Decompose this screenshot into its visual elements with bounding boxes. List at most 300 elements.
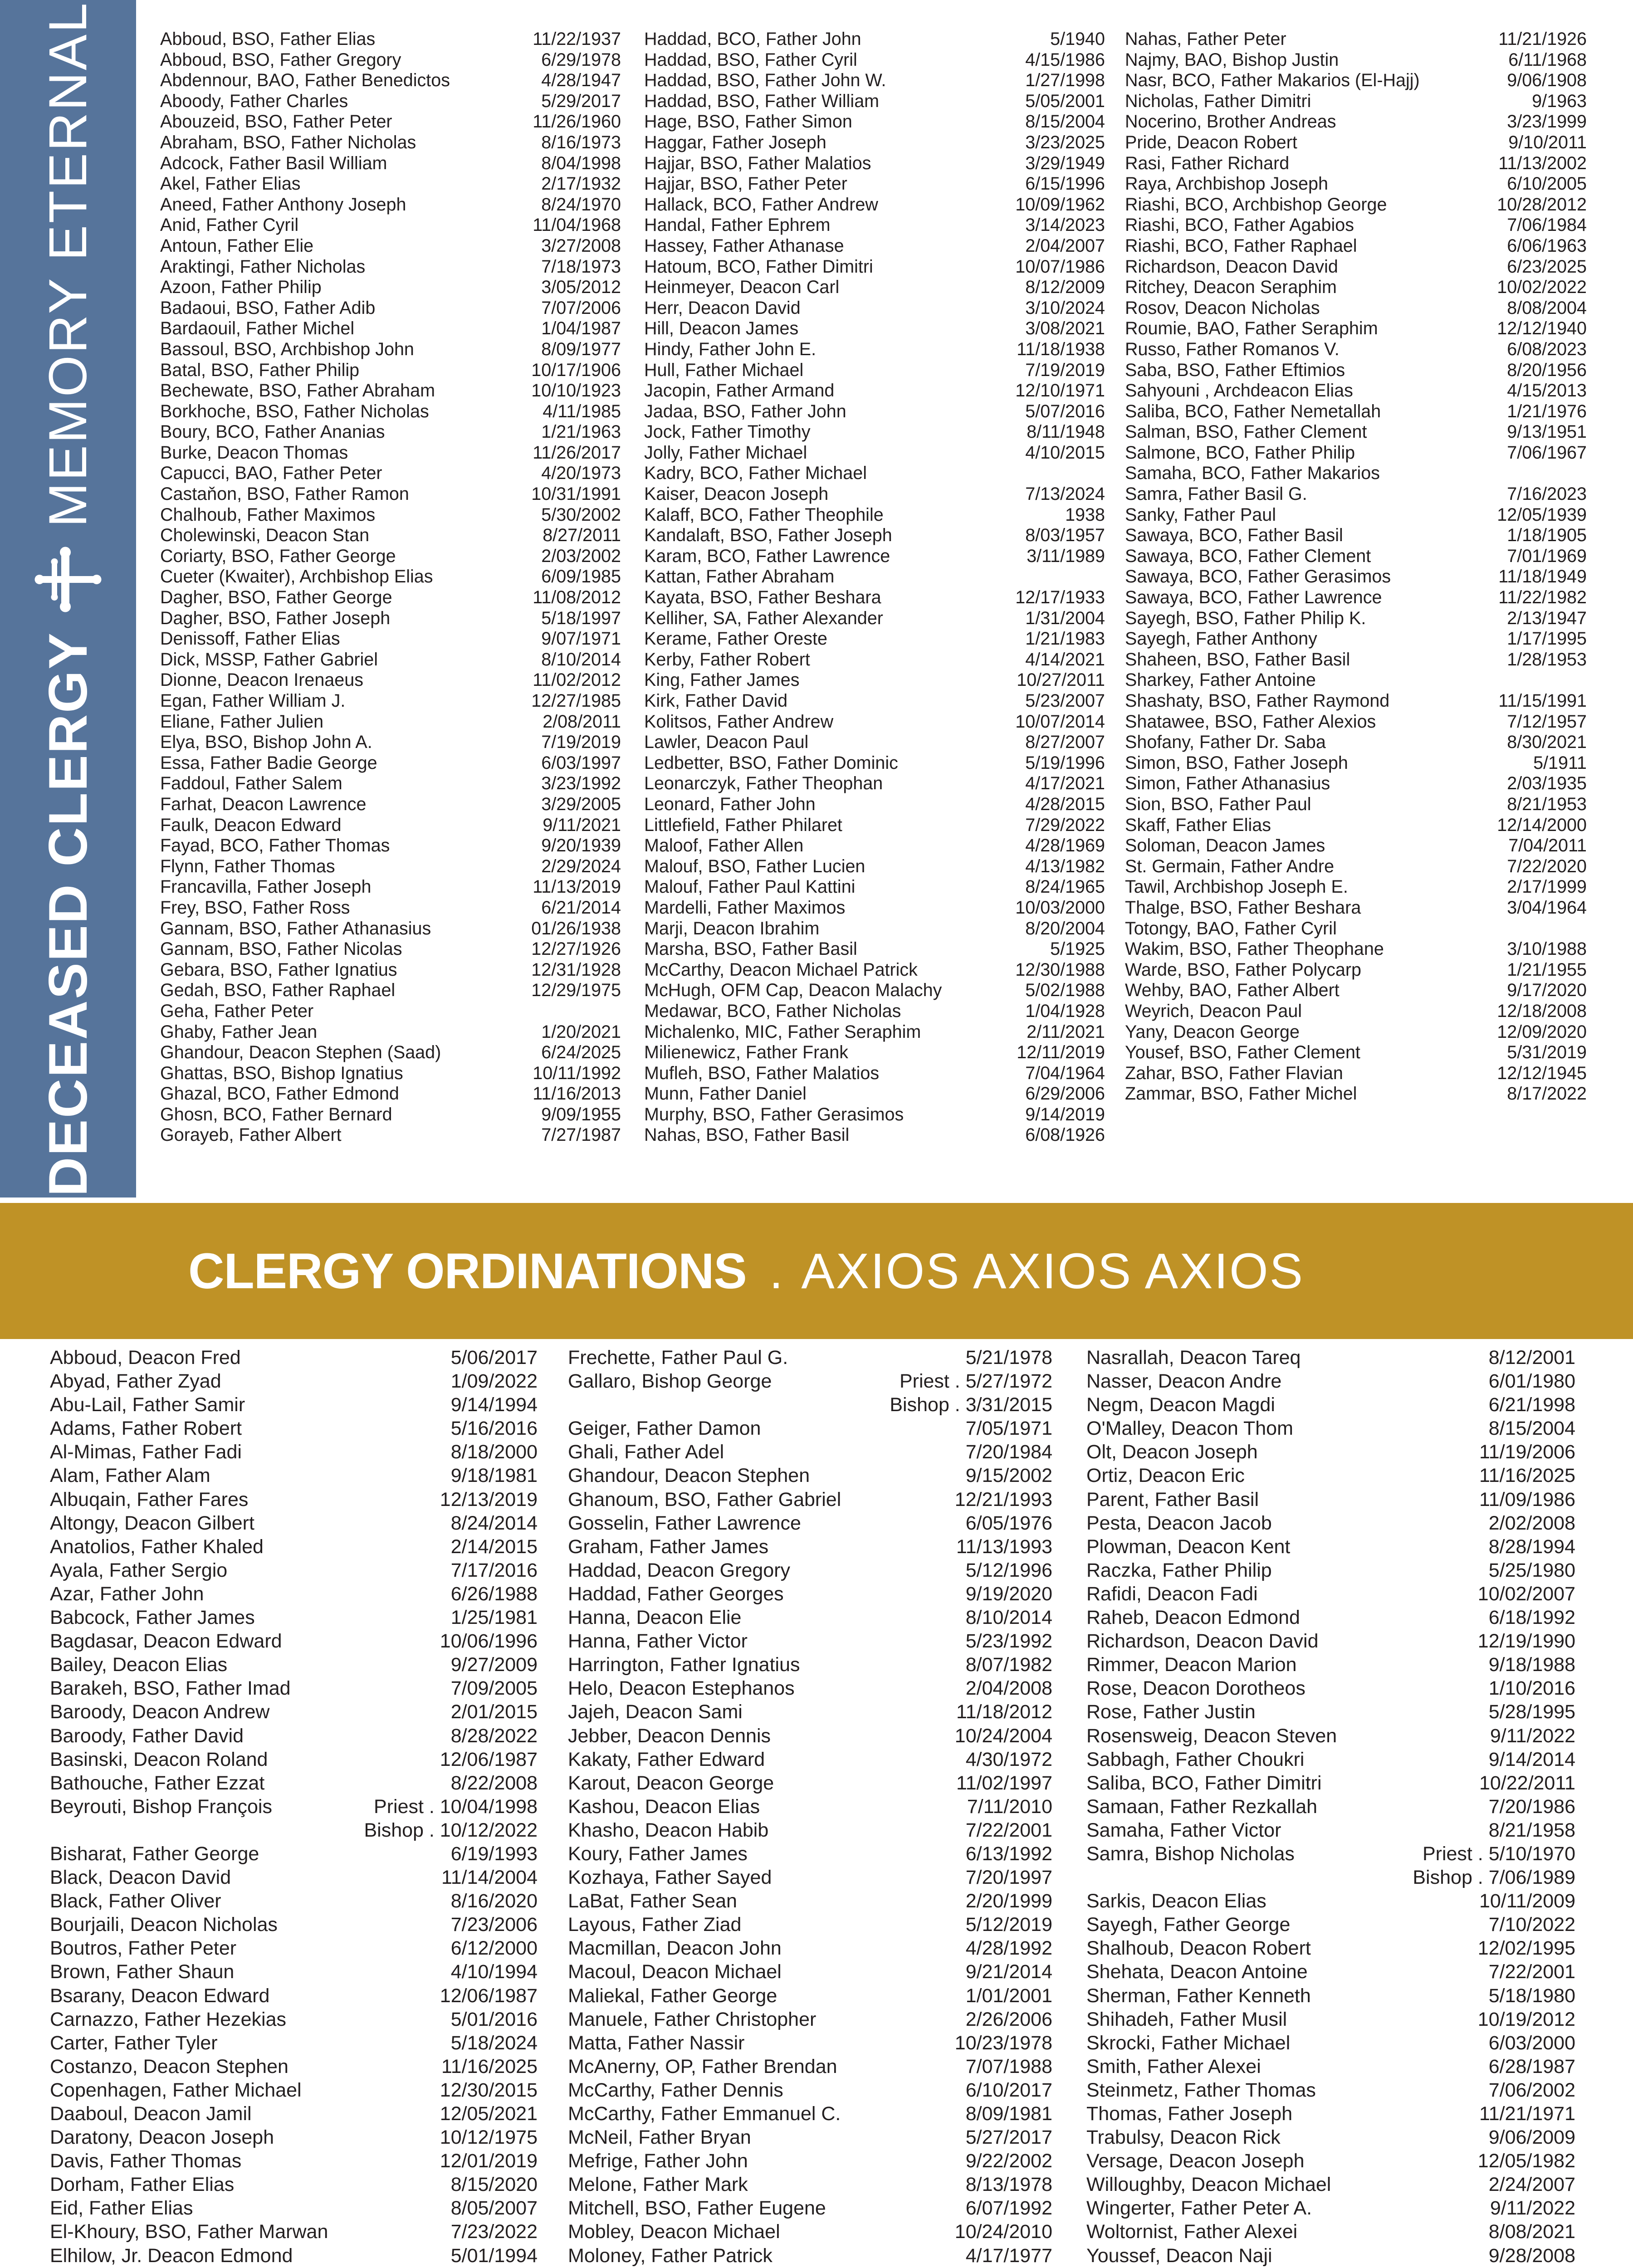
- clergy-name: Riashi, BCO, Archbishop George: [1125, 194, 1387, 215]
- clergy-name: Antoun, Father Elie: [160, 235, 314, 256]
- list-item: [1125, 587, 1587, 608]
- clergy-name: Gebara, BSO, Father Ignatius: [160, 959, 397, 980]
- clergy-name: Haddad, BSO, Father Cyril: [644, 49, 857, 70]
- list-item: [1086, 2173, 1575, 2196]
- clergy-date: 7/22/2001: [965, 1819, 1052, 1841]
- list-item: [1125, 939, 1587, 960]
- clergy-date: 9/15/2002: [965, 1465, 1052, 1487]
- clergy-date: 11/09/1986: [1479, 1488, 1575, 1510]
- list-item: [1125, 277, 1587, 298]
- list-item: [160, 629, 621, 650]
- clergy-date: 5/05/2001: [1025, 91, 1105, 111]
- clergy-date: 8/16/2020: [450, 1890, 538, 1912]
- list-item: [1086, 1440, 1575, 1464]
- list-item: [1086, 1629, 1575, 1653]
- clergy-date: 8/04/1998: [541, 153, 621, 173]
- clergy-date: 3/04/1964: [1507, 897, 1587, 918]
- clergy-name: Raheb, Deacon Edmond: [1086, 1607, 1300, 1629]
- list-item: [160, 112, 621, 132]
- list-item: [160, 836, 621, 856]
- list-item: [1086, 1866, 1575, 1889]
- sidebar-title: [34, 1, 102, 1197]
- clergy-date: 9/13/1951: [1507, 422, 1587, 442]
- clergy-date: 10/11/2009: [1479, 1890, 1575, 1912]
- clergy-name: Barakeh, BSO, Father Imad: [50, 1677, 291, 1700]
- clergy-name: Negm, Deacon Magdi: [1086, 1394, 1275, 1416]
- clergy-date: 10/07/1986: [1015, 256, 1105, 277]
- clergy-name: Medawar, BCO, Father Nicholas: [644, 1001, 901, 1021]
- clergy-date: 9/11/2021: [543, 815, 621, 835]
- banner-subtitle: AXIOS AXIOS AXIOS: [801, 1243, 1305, 1299]
- clergy-date: 10/19/2012: [1477, 2008, 1575, 2030]
- list-item: [50, 1606, 538, 1629]
- list-item: [160, 484, 621, 505]
- clergy-date: 11/26/2017: [533, 442, 621, 463]
- clergy-name: Karam, BCO, Father Lawrence: [644, 546, 890, 566]
- clergy-date: 10/24/2004: [954, 1725, 1052, 1747]
- clergy-date: 4/15/2013: [1507, 381, 1587, 401]
- clergy-date: 12/21/1993: [954, 1488, 1052, 1510]
- clergy-date: 6/12/2000: [450, 1937, 538, 1960]
- clergy-date: 7/13/2024: [1025, 484, 1105, 504]
- clergy-date: 7/07/2006: [541, 298, 621, 318]
- list-item: [160, 1001, 621, 1022]
- list-item: [1086, 2196, 1575, 2220]
- clergy-name: Mobley, Deacon Michael: [568, 2221, 780, 2243]
- clergy-name: Steinmetz, Father Thomas: [1086, 2079, 1316, 2101]
- list-item: [644, 1001, 1105, 1022]
- clergy-name: Herr, Deacon David: [644, 298, 801, 318]
- clergy-date: 6/13/1992: [965, 1843, 1052, 1865]
- clergy-date: 8/28/1994: [1488, 1535, 1575, 1558]
- clergy-date: 9/21/2014: [965, 1961, 1052, 1983]
- clergy-name: Hatoum, BCO, Father Dimitri: [644, 256, 873, 277]
- clergy-name: Rimmer, Deacon Marion: [1086, 1654, 1297, 1676]
- clergy-name: Olt, Deacon Joseph: [1086, 1441, 1258, 1463]
- list-item: [1125, 422, 1587, 443]
- list-item: [160, 815, 621, 836]
- list-item: [644, 712, 1105, 733]
- list-item: [644, 1105, 1105, 1125]
- clergy-name: Black, Deacon David: [50, 1867, 231, 1889]
- clergy-date: 7/11/2010: [967, 1795, 1052, 1818]
- clergy-name: Kirk, Father David: [644, 691, 788, 711]
- clergy-name: Melone, Father Mark: [568, 2174, 748, 2196]
- list-item: [644, 898, 1105, 919]
- clergy-name: Ghandour, Deacon Stephen: [568, 1465, 810, 1487]
- clergy-name: Shatawee, BSO, Father Alexios: [1125, 711, 1376, 732]
- clergy-date: 4/11/1985: [543, 401, 621, 421]
- clergy-date: 4/17/1977: [965, 2244, 1052, 2267]
- clergy-name: Hill, Deacon James: [644, 318, 799, 339]
- list-item: [1086, 1535, 1575, 1559]
- clergy-date: 9/06/2009: [1488, 2126, 1575, 2149]
- clergy-date: 5/1911: [1533, 753, 1587, 773]
- list-item: [644, 132, 1105, 153]
- clergy-date: 10/24/2010: [954, 2221, 1052, 2243]
- clergy-date: 7/18/1973: [541, 256, 621, 277]
- clergy-name: Kattan, Father Abraham: [644, 567, 835, 587]
- clergy-date: 3/27/2008: [541, 235, 621, 256]
- list-item: [568, 1700, 1052, 1724]
- list-item: [50, 1748, 538, 1771]
- sidebar-panel: [0, 0, 136, 1198]
- clergy-date: 6/19/1993: [450, 1843, 538, 1865]
- clergy-date: 10/09/1962: [1015, 194, 1105, 215]
- list-item: [50, 2102, 538, 2126]
- list-item: [568, 2244, 1052, 2268]
- clergy-name: Sabbagh, Father Choukri: [1086, 1748, 1305, 1770]
- clergy-date: 3/29/2005: [541, 794, 621, 814]
- clergy-date: 7/12/1957: [1507, 711, 1587, 732]
- clergy-date: 7/05/1971: [965, 1418, 1052, 1440]
- clergy-date: 1/18/1905: [1507, 525, 1587, 546]
- list-item: [160, 1105, 621, 1125]
- clergy-name: Frey, BSO, Father Ross: [160, 897, 350, 918]
- clergy-name: Salman, BSO, Father Clement: [1125, 422, 1367, 442]
- clergy-name: Essa, Father Badie George: [160, 753, 377, 773]
- clergy-date: 12/29/1975: [531, 980, 621, 1001]
- clergy-name: Skaff, Father Elias: [1125, 815, 1271, 835]
- clergy-name: Rose, Father Justin: [1086, 1701, 1256, 1723]
- clergy-date: 2/24/2007: [1488, 2174, 1575, 2196]
- list-item: [1125, 50, 1587, 71]
- clergy-name: Heinmeyer, Deacon Carl: [644, 277, 840, 298]
- clergy-name: Abu-Lail, Father Samir: [50, 1394, 245, 1416]
- clergy-name: Soloman, Deacon James: [1125, 836, 1325, 856]
- clergy-name: Costanzo, Deacon Stephen: [50, 2055, 288, 2077]
- clergy-date: 8/09/1977: [541, 339, 621, 359]
- list-item: [160, 70, 621, 91]
- clergy-name: Shaheen, BSO, Father Basil: [1125, 649, 1350, 670]
- clergy-date: 8/15/2020: [450, 2174, 538, 2196]
- list-item: [644, 794, 1105, 815]
- list-item: [1125, 112, 1587, 132]
- clergy-name: Sahyouni , Archdeacon Elias: [1125, 381, 1353, 401]
- clergy-name: Samaha, Father Victor: [1086, 1819, 1281, 1841]
- list-item: [1125, 670, 1587, 691]
- clergy-name: Zammar, BSO, Father Michel: [1125, 1084, 1357, 1104]
- clergy-date: 5/01/2016: [450, 2008, 538, 2030]
- clergy-name: Bisharat, Father George: [50, 1843, 259, 1865]
- clergy-date: 9/20/1939: [541, 836, 621, 856]
- clergy-date: 11/14/2004: [441, 1867, 538, 1889]
- list-item: [1086, 2078, 1575, 2102]
- clergy-name: Haddad, BSO, Father John W.: [644, 70, 886, 91]
- ordinations-column-1: [50, 1346, 538, 2268]
- clergy-date: 8/28/2022: [450, 1725, 538, 1747]
- clergy-date: 1/21/1955: [1507, 959, 1587, 980]
- clergy-name: Dick, MSSP, Father Gabriel: [160, 649, 378, 670]
- clergy-date: 6/21/1998: [1488, 1394, 1575, 1416]
- clergy-date: 4/15/1986: [1025, 49, 1105, 70]
- clergy-name: Marji, Deacon Ibrahim: [644, 918, 820, 938]
- clergy-date: 8/08/2004: [1507, 298, 1587, 318]
- clergy-name: Shalhoub, Deacon Robert: [1086, 1937, 1311, 1960]
- clergy-name: Samra, Bishop Nicholas: [1086, 1843, 1295, 1865]
- clergy-name: Akel, Father Elias: [160, 174, 301, 194]
- clergy-name: Ghandour, Deacon Stephen (Saad): [160, 1042, 441, 1063]
- clergy-date: 3/29/1949: [1025, 153, 1105, 173]
- list-item: [1086, 1677, 1575, 1700]
- clergy-date: 5/23/1992: [965, 1630, 1052, 1652]
- clergy-name: Albuqain, Father Fares: [50, 1488, 249, 1510]
- clergy-name: Beyrouti, Bishop François: [50, 1795, 272, 1818]
- clergy-date: 10/31/1991: [531, 484, 621, 504]
- clergy-date: 7/19/2019: [1025, 360, 1105, 380]
- list-item: [160, 174, 621, 195]
- clergy-name: Milienewicz, Father Frank: [644, 1042, 848, 1063]
- clergy-date: 12/01/2019: [440, 2150, 538, 2172]
- list-item: [1125, 132, 1587, 153]
- list-item: [1125, 91, 1587, 112]
- list-item: [568, 1936, 1052, 1960]
- list-item: [1125, 360, 1587, 381]
- clergy-date: 6/15/1996: [1025, 174, 1105, 194]
- clergy-name: Bathouche, Father Ezzat: [50, 1772, 265, 1794]
- clergy-name: Azar, Father John: [50, 1583, 204, 1605]
- list-item: [160, 50, 621, 71]
- list-item: [50, 1488, 538, 1511]
- clergy-name: Denissoff, Father Elias: [160, 629, 340, 649]
- clergy-date: 4/28/1992: [965, 1937, 1052, 1960]
- clergy-date: 7/22/2020: [1507, 856, 1587, 876]
- clergy-date: 9/14/2014: [1488, 1748, 1575, 1770]
- clergy-date: 12/19/1990: [1477, 1630, 1575, 1652]
- clergy-name: Jebber, Deacon Dennis: [568, 1725, 771, 1747]
- clergy-name: Kayata, BSO, Father Beshara: [644, 587, 881, 608]
- list-item: [160, 1042, 621, 1063]
- clergy-date: 2/13/1947: [1507, 608, 1587, 628]
- clergy-date: 10/23/1978: [954, 2032, 1052, 2054]
- clergy-date: 1/25/1981: [450, 1607, 538, 1629]
- list-item: [644, 443, 1105, 464]
- clergy-name: Faddoul, Father Salem: [160, 773, 342, 794]
- clergy-date: 4/13/1982: [1025, 856, 1105, 876]
- list-item: [50, 1393, 538, 1417]
- list-item: [50, 1936, 538, 1960]
- list-item: [50, 1795, 538, 1818]
- clergy-date: 11/15/1991: [1498, 691, 1587, 711]
- clergy-name: Rosov, Deacon Nicholas: [1125, 298, 1320, 318]
- clergy-name: Rosensweig, Deacon Steven: [1086, 1725, 1337, 1747]
- list-item: [568, 2102, 1052, 2126]
- list-item: [160, 1125, 621, 1146]
- list-item: [1125, 463, 1587, 484]
- list-item: [644, 91, 1105, 112]
- clergy-name: Warde, BSO, Father Polycarp: [1125, 959, 1362, 980]
- list-item: [50, 1511, 538, 1535]
- clergy-date: 1938: [1065, 504, 1105, 525]
- list-item: [568, 1582, 1052, 1606]
- clergy-name: Yany, Deacon George: [1125, 1022, 1300, 1042]
- clergy-name: Egan, Father William J.: [160, 691, 346, 711]
- clergy-date: 8/10/2014: [541, 649, 621, 670]
- clergy-name: Haddad, BSO, Father William: [644, 91, 880, 111]
- clergy-date: 4/20/1973: [541, 463, 621, 484]
- clergy-name: Abboud, BSO, Father Gregory: [160, 49, 401, 70]
- list-item: [50, 1535, 538, 1559]
- clergy-date: 11/21/1926: [1498, 29, 1587, 49]
- clergy-date: 9/09/1955: [541, 1104, 621, 1124]
- list-item: [1125, 856, 1587, 877]
- clergy-name: Chalhoub, Father Maximos: [160, 504, 376, 525]
- clergy-date: 8/24/1970: [541, 194, 621, 215]
- clergy-name: Cueter (Kwaiter), Archbishop Elias: [160, 567, 433, 587]
- list-item: [1086, 1582, 1575, 1606]
- clergy-name: Matta, Father Nassir: [568, 2032, 745, 2054]
- list-item: [568, 1795, 1052, 1818]
- clergy-name: Farhat, Deacon Lawrence: [160, 794, 367, 814]
- list-item: [1125, 1022, 1587, 1043]
- clergy-name: Kakaty, Father Edward: [568, 1748, 765, 1770]
- clergy-date: 1/21/1976: [1507, 401, 1587, 421]
- list-item: [644, 29, 1105, 50]
- clergy-date: 5/30/2002: [541, 504, 621, 525]
- clergy-name: Kelliher, SA, Father Alexander: [644, 608, 883, 628]
- clergy-name: Jajeh, Deacon Sami: [568, 1701, 743, 1723]
- clergy-date: 6/28/1987: [1488, 2055, 1575, 2077]
- clergy-date: 2/03/1935: [1507, 773, 1587, 794]
- clergy-name: Alam, Father Alam: [50, 1465, 210, 1487]
- clergy-name: Hindy, Father John E.: [644, 339, 816, 359]
- list-item: [1125, 691, 1587, 712]
- list-item: [1125, 608, 1587, 629]
- list-item: [644, 650, 1105, 670]
- list-item: [1086, 1488, 1575, 1511]
- list-item: [1086, 2149, 1575, 2173]
- list-item: [1125, 836, 1587, 856]
- clergy-name: Baroody, Deacon Andrew: [50, 1701, 270, 1723]
- clergy-name: Lawler, Deacon Paul: [644, 732, 809, 753]
- list-item: [160, 132, 621, 153]
- clergy-name: Dagher, BSO, Father George: [160, 587, 392, 608]
- clergy-date: 6/10/2017: [965, 2079, 1052, 2101]
- list-item: [160, 1063, 621, 1084]
- clergy-name: Sanky, Father Paul: [1125, 504, 1276, 525]
- list-item: [50, 2220, 538, 2244]
- clergy-date: 1/09/2022: [450, 1370, 538, 1393]
- clergy-date: 6/11/1968: [1508, 49, 1587, 70]
- list-item: [644, 939, 1105, 960]
- clergy-name: Maliekal, Father George: [568, 1984, 777, 2007]
- clergy-name: Aneed, Father Anthony Joseph: [160, 194, 406, 215]
- clergy-date: 8/10/2014: [965, 1607, 1052, 1629]
- list-item: [644, 174, 1105, 195]
- list-item: [1086, 1984, 1575, 2008]
- clergy-name: Capucci, BAO, Father Peter: [160, 463, 382, 484]
- clergy-date: 8/08/2021: [1488, 2221, 1575, 2243]
- list-item: [1086, 1771, 1575, 1795]
- list-item: [1125, 70, 1587, 91]
- clergy-name: Anid, Father Cyril: [160, 215, 299, 235]
- list-item: [1086, 2126, 1575, 2149]
- list-item: [568, 1960, 1052, 1984]
- list-item: [50, 1913, 538, 1936]
- list-item: [1125, 215, 1587, 236]
- clergy-name: Gallaro, Bishop George: [568, 1370, 772, 1393]
- clergy-name: Adams, Father Robert: [50, 1418, 242, 1440]
- clergy-date: 5/01/1994: [450, 2244, 538, 2267]
- clergy-date: 8/24/1965: [1025, 877, 1105, 897]
- clergy-name: Jolly, Father Michael: [644, 442, 807, 463]
- clergy-name: Dionne, Deacon Irenaeus: [160, 670, 363, 690]
- list-item: [160, 773, 621, 794]
- clergy-name: Borkhoche, BSO, Father Nicholas: [160, 401, 429, 421]
- clergy-date: 1/01/2001: [965, 1984, 1052, 2007]
- deceased-column-2: [644, 29, 1105, 1146]
- clergy-name: Harrington, Father Ignatius: [568, 1654, 800, 1676]
- list-item: [1086, 1913, 1575, 1936]
- clergy-name: Altongy, Deacon Gilbert: [50, 1512, 254, 1534]
- clergy-name: Flynn, Father Thomas: [160, 856, 335, 876]
- clergy-name: Malouf, Father Paul Kattini: [644, 877, 856, 897]
- list-item: [568, 2173, 1052, 2196]
- banner-title: CLERGY ORDINATIONS: [188, 1243, 747, 1299]
- clergy-date: 8/09/1981: [965, 2103, 1052, 2125]
- list-item: [1125, 898, 1587, 919]
- list-item: [1086, 1842, 1575, 1866]
- clergy-date: 11/22/1937: [533, 29, 621, 49]
- clergy-name: Handal, Father Ephrem: [644, 215, 831, 235]
- list-item: [568, 1417, 1052, 1440]
- list-item: [1125, 794, 1587, 815]
- clergy-date: 8/17/2022: [1507, 1084, 1587, 1104]
- ordinations-banner: [0, 1203, 1633, 1339]
- list-item: [1125, 877, 1587, 898]
- clergy-name: Babcock, Father James: [50, 1607, 255, 1629]
- clergy-date: 7/17/2016: [450, 1559, 538, 1581]
- clergy-name: O'Malley, Deacon Thom: [1086, 1418, 1293, 1440]
- clergy-date: 7/10/2022: [1488, 1914, 1575, 1936]
- list-item: [1125, 298, 1587, 319]
- clergy-date: 7/22/2001: [1488, 1961, 1575, 1983]
- clergy-date: 3/23/1999: [1507, 112, 1587, 132]
- deceased-column-3: [1125, 29, 1587, 1105]
- list-item: [644, 463, 1105, 484]
- clergy-date: 4/10/1994: [450, 1961, 538, 1983]
- list-item: [160, 650, 621, 670]
- clergy-name: Badaoui, BSO, Father Adib: [160, 298, 376, 318]
- clergy-name: Aboody, Father Charles: [160, 91, 348, 111]
- clergy-date: 7/20/1984: [965, 1441, 1052, 1463]
- list-item: [1086, 2055, 1575, 2078]
- clergy-date: 11/13/2019: [533, 877, 621, 897]
- list-item: [160, 712, 621, 733]
- clergy-name: Ghali, Father Adel: [568, 1441, 724, 1463]
- clergy-date: 9/11/2022: [1490, 1725, 1575, 1747]
- list-item: [1125, 339, 1587, 360]
- clergy-date: 2/29/2024: [541, 856, 621, 876]
- clergy-date: 5/16/2016: [450, 1418, 538, 1440]
- list-item: [1086, 1960, 1575, 1984]
- clergy-date: 3/23/1992: [541, 773, 621, 794]
- list-item: [1125, 195, 1587, 215]
- clergy-name: Shihadeh, Father Musil: [1086, 2008, 1287, 2030]
- clergy-date: 2/14/2015: [450, 1535, 538, 1558]
- clergy-name: Salmone, BCO, Father Philip: [1125, 442, 1355, 463]
- clergy-date: 7/23/2006: [450, 1914, 538, 1936]
- list-item: [644, 980, 1105, 1001]
- clergy-date: 12/09/2020: [1497, 1022, 1587, 1042]
- clergy-date: Priest . 10/04/1998: [374, 1795, 538, 1818]
- clergy-date: 12/14/2000: [1497, 815, 1587, 835]
- list-item: [568, 1511, 1052, 1535]
- clergy-name: Faulk, Deacon Edward: [160, 815, 342, 835]
- clergy-date: 10/07/2014: [1015, 711, 1105, 732]
- list-item: [160, 381, 621, 401]
- clergy-date: 6/23/2025: [1507, 256, 1587, 277]
